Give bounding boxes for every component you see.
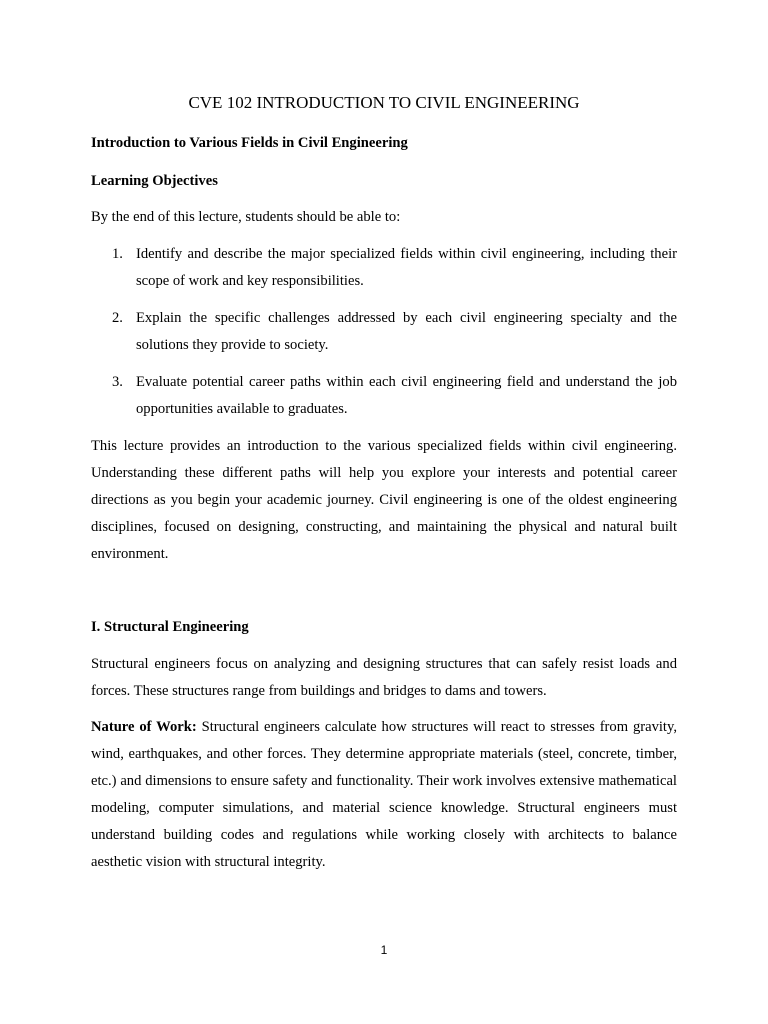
objective-item-2: [91, 305, 677, 359]
objectives-intro: By the end of this lecture, students should be able to:: [91, 209, 401, 225]
nature-of-work-paragraph: [91, 714, 677, 876]
objective-item-3: [91, 369, 677, 423]
objective-item-1: [91, 241, 677, 295]
intro-paragraph: This lecture provides an introduction to the various specialized fields within civil engineering. Understanding these different paths will help you explore your interests and potential career directions as you begin your academic journey. Civil engineering is one of the oldest engineering disciplines, focused on designing, constructing, and maintaining the physical and natural built environment.: [91, 438, 677, 562]
objective-text: Explain the specific challenges addressed by each civil engineering specialty and the solutions they provide to society.: [136, 310, 677, 353]
page-number: 1: [380, 943, 388, 957]
objective-number: 3.: [112, 374, 123, 390]
document-title: CVE 102 INTRODUCTION TO CIVIL ENGINEERING: [188, 93, 580, 112]
nature-of-work-label: Nature of Work:: [91, 719, 197, 735]
nature-of-work-text: Structural engineers calculate how structures will react to stresses from gravity, wind, earthquakes, and other forces. They determine appropriate materials (steel, concrete, timber, etc.) and dimensions to ensure safety and functionality. Their work involves extensive mathematical modeling, computer simulations, and material science knowledge. Structural engineers must understand building codes and regulations while working closely with architects to balance aesthetic vision with structural integrity.: [91, 719, 677, 870]
objective-number: 1.: [112, 246, 123, 262]
objective-text: Identify and describe the major specialized fields within civil engineering, including their scope of work and key responsibilities.: [136, 246, 677, 289]
structural-paragraph: Structural engineers focus on analyzing and designing structures that can safely resist loads and forces. These structures range from buildings and bridges to dams and towers.: [91, 656, 677, 699]
objective-text: Evaluate potential career paths within each civil engineering field and understand the job opportunities available to graduates.: [136, 374, 677, 417]
lecture-subtitle: Introduction to Various Fields in Civil Engineering: [91, 135, 408, 151]
learning-objectives-heading: Learning Objectives: [91, 173, 218, 189]
objective-number: 2.: [112, 310, 123, 326]
section-heading-structural: I. Structural Engineering: [91, 619, 249, 635]
